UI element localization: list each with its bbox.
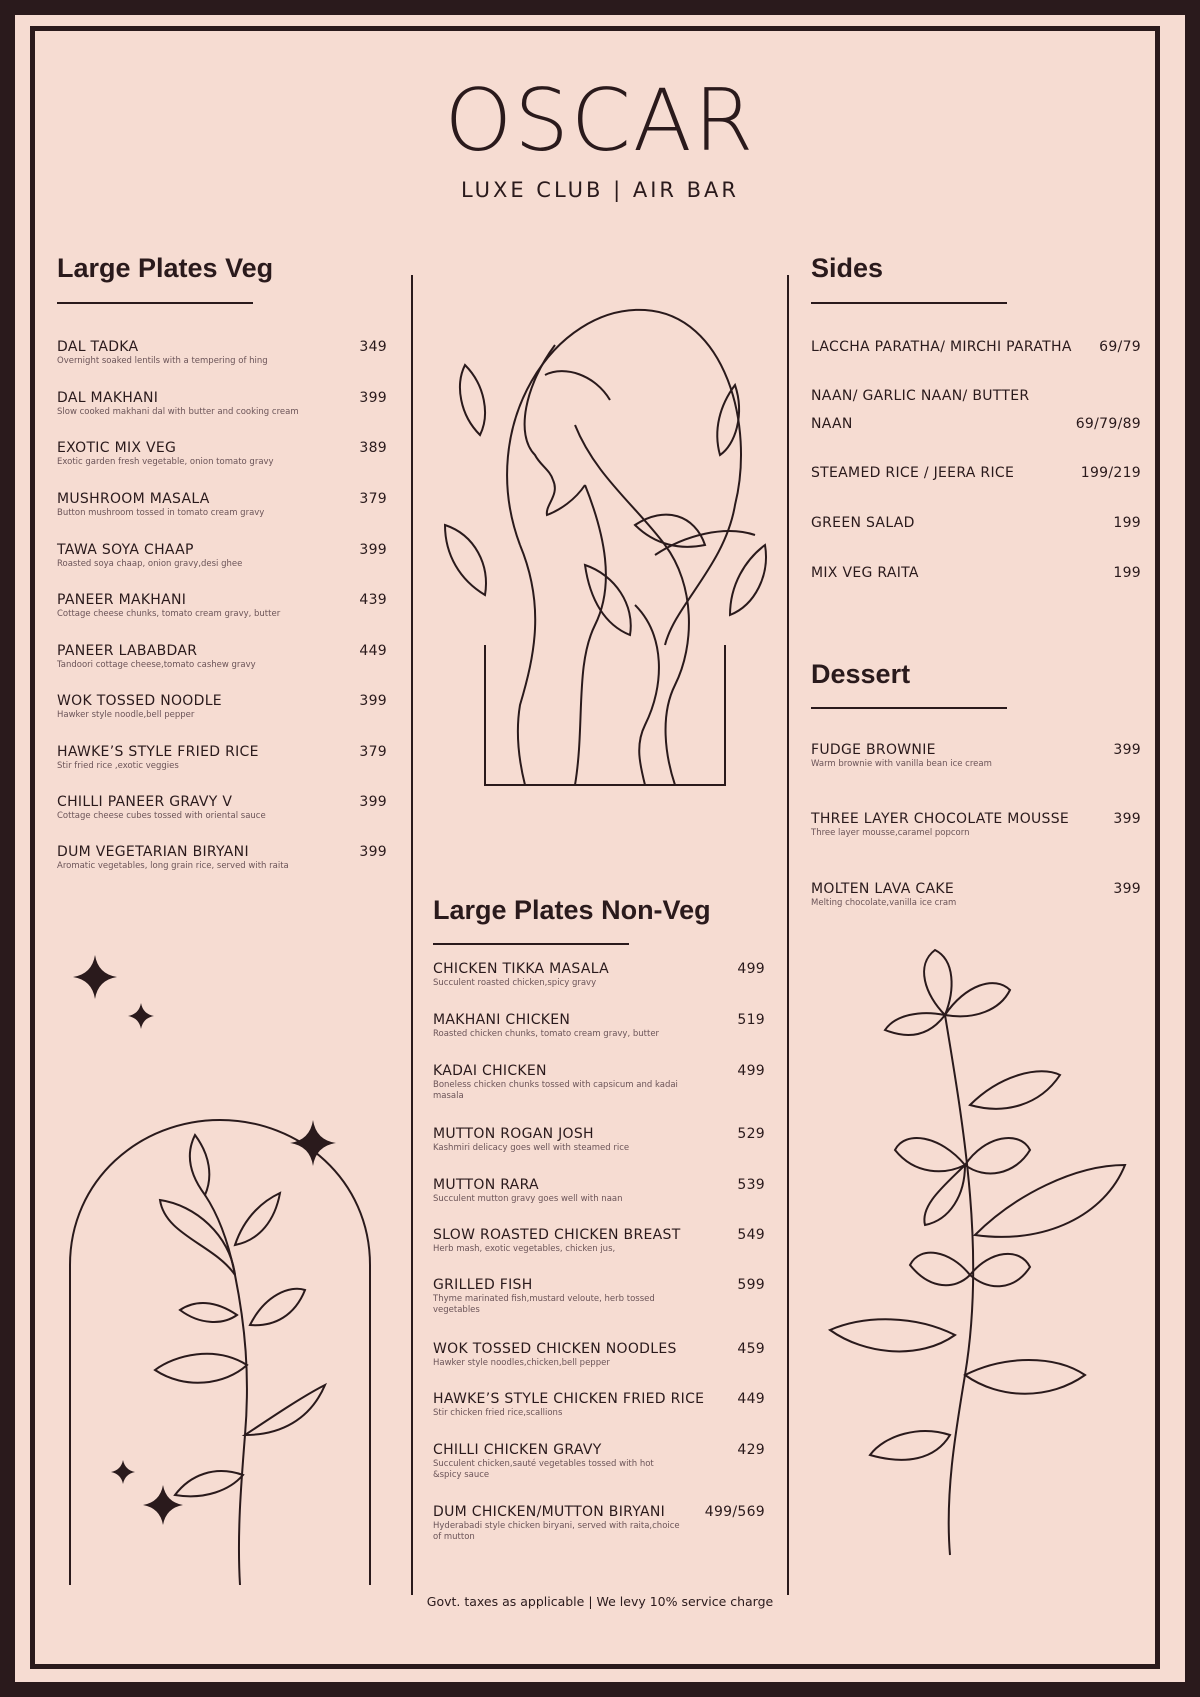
dessert-section-title: Dessert	[811, 659, 911, 689]
sides-item-row	[811, 515, 1141, 531]
woman-silhouette-illustration	[435, 305, 775, 805]
nonveg-item-row	[433, 1391, 765, 1407]
dessert-item-row	[811, 881, 1141, 897]
sides-item-name: LACCHA PARATHA/ MIRCHI PARATHA	[811, 339, 1072, 355]
sides-item	[811, 465, 1141, 481]
nonveg-item-row	[433, 961, 765, 977]
sides-item-row	[811, 565, 1141, 581]
dessert-item	[811, 881, 1141, 909]
nonveg-item-name: MUTTON RARA	[433, 1177, 539, 1193]
veg-item-row	[57, 592, 387, 608]
nonveg-item-name: WOK TOSSED CHICKEN NOODLES	[433, 1341, 677, 1357]
nonveg-item-description: Kashmiri delicacy goes well with steamed rice	[433, 1143, 630, 1153]
veg-item	[57, 794, 387, 822]
nonveg-item	[433, 1227, 765, 1255]
sides-item-row	[811, 339, 1141, 355]
nonveg-item-row	[433, 1442, 765, 1458]
dessert-item-row	[811, 742, 1141, 758]
sides-item-row	[811, 416, 1141, 432]
dessert-title-rule	[811, 707, 1007, 709]
nonveg-item	[433, 1012, 765, 1040]
veg-item	[57, 440, 387, 468]
veg-item-price: 399	[359, 390, 387, 406]
veg-item-price: 449	[359, 643, 387, 659]
nonveg-item-description: Hawker style noodles,chicken,bell pepper	[433, 1358, 610, 1368]
nonveg-item-name: SLOW ROASTED CHICKEN BREAST	[433, 1227, 681, 1243]
dessert-item-name: MOLTEN LAVA CAKE	[811, 881, 954, 897]
veg-item-row	[57, 744, 387, 760]
veg-section-title: Large Plates Veg	[57, 253, 274, 283]
nonveg-item-name: KADAI CHICKEN	[433, 1063, 547, 1079]
sides-title-rule	[811, 302, 1007, 304]
nonveg-item	[433, 1341, 765, 1369]
sides-item-price: 199	[1113, 565, 1141, 581]
nonveg-item	[433, 1391, 765, 1419]
veg-item-name: HAWKE’S STYLE FRIED RICE	[57, 744, 259, 760]
veg-item-price: 379	[359, 744, 387, 760]
dessert-item	[811, 811, 1141, 839]
dessert-item-price: 399	[1113, 742, 1141, 758]
veg-item	[57, 390, 387, 418]
veg-item-description: Roasted soya chaap, onion gravy,desi ghee	[57, 559, 243, 569]
nonveg-item-price: 549	[737, 1227, 765, 1243]
nonveg-item-name: DUM CHICKEN/MUTTON BIRYANI	[433, 1504, 666, 1520]
footer-note: Govt. taxes as applicable | We levy 10% service charge	[426, 1594, 774, 1609]
nonveg-item-name: GRILLED FISH	[433, 1277, 533, 1293]
nonveg-item-description: Thyme marinated fish,mustard veloute, herb tossed vegetables	[433, 1294, 655, 1316]
veg-item-description: Stir fried rice ,exotic veggies	[57, 761, 179, 771]
sparkle-icon	[128, 1003, 154, 1029]
veg-item-row	[57, 542, 387, 558]
dessert-item-name: FUDGE BROWNIE	[811, 742, 936, 758]
nonveg-item-price: 459	[737, 1341, 765, 1357]
sides-item-price: 69/79	[1099, 339, 1141, 355]
veg-item-row	[57, 440, 387, 456]
veg-item	[57, 744, 387, 772]
nonveg-item-description: Succulent mutton gravy goes well with naan	[433, 1194, 623, 1204]
veg-item-name: DAL MAKHANI	[57, 390, 159, 406]
sides-item-name: NAAN	[811, 416, 853, 432]
nonveg-item	[433, 1063, 765, 1103]
dessert-item-description: Melting chocolate,vanilla ice cram	[811, 898, 957, 908]
sides-item-row	[811, 465, 1141, 481]
veg-item-name: PANEER LABABDAR	[57, 643, 198, 659]
sides-item-name: STEAMED RICE / JEERA RICE	[811, 465, 1015, 481]
dessert-item-row	[811, 811, 1141, 827]
sides-item-name: GREEN SALAD	[811, 515, 915, 531]
sides-item-price: 199	[1113, 515, 1141, 531]
nonveg-item-description: Succulent chicken,sauté vegetables tossed with hot &spicy sauce	[433, 1459, 654, 1481]
veg-item-description: Aromatic vegetables, long grain rice, served with raita	[57, 861, 289, 871]
veg-item-price: 399	[359, 794, 387, 810]
dessert-item-price: 399	[1113, 881, 1141, 897]
veg-item	[57, 339, 387, 367]
dessert-item-description: Three layer mousse,caramel popcorn	[811, 828, 970, 838]
veg-item-name: DUM VEGETARIAN BIRYANI	[57, 844, 249, 860]
veg-item-name: WOK TOSSED NOODLE	[57, 693, 222, 709]
nonveg-item-row	[433, 1063, 765, 1079]
nonveg-item-row	[433, 1177, 765, 1193]
nonveg-item	[433, 1177, 765, 1205]
veg-item-description: Tandoori cottage cheese,tomato cashew gravy	[57, 660, 256, 670]
nonveg-item-row	[433, 1227, 765, 1243]
nonveg-item-row	[433, 1504, 765, 1520]
veg-item-price: 399	[359, 542, 387, 558]
veg-title-rule	[57, 302, 253, 304]
nonveg-item	[433, 961, 765, 989]
nonveg-item-price: 529	[737, 1126, 765, 1142]
veg-item-name: TAWA SOYA CHAAP	[57, 542, 194, 558]
veg-item-description: Overnight soaked lentils with a tempering of hing	[57, 356, 268, 366]
arch-flower-illustration	[65, 1115, 375, 1585]
column-divider-right	[787, 275, 789, 1595]
sides-item	[811, 388, 1141, 432]
nonveg-item-description: Boneless chicken chunks tossed with capsicum and kadai masala	[433, 1080, 678, 1102]
sparkle-icon	[73, 955, 117, 999]
veg-item-price: 399	[359, 693, 387, 709]
nonveg-item-description: Stir chicken fried rice,scallions	[433, 1408, 563, 1418]
veg-item-name: EXOTIC MIX VEG	[57, 440, 177, 456]
nonveg-item-price: 539	[737, 1177, 765, 1193]
veg-item-price: 399	[359, 844, 387, 860]
menu-page	[15, 15, 1185, 1682]
veg-item	[57, 542, 387, 570]
veg-item-name: PANEER MAKHANI	[57, 592, 187, 608]
nonveg-item-name: MUTTON ROGAN JOSH	[433, 1126, 594, 1142]
veg-item-price: 379	[359, 491, 387, 507]
dessert-item	[811, 742, 1141, 770]
veg-item-name: MUSHROOM MASALA	[57, 491, 210, 507]
veg-item	[57, 693, 387, 721]
nonveg-item	[433, 1126, 765, 1154]
flower-branch-illustration	[825, 935, 1165, 1555]
veg-item-row	[57, 491, 387, 507]
nonveg-item-name: CHILLI CHICKEN GRAVY	[433, 1442, 602, 1458]
nonveg-item-row	[433, 1012, 765, 1028]
veg-item-description: Slow cooked makhani dal with butter and cooking cream	[57, 407, 299, 417]
veg-item-description: Exotic garden fresh vegetable, onion tomato gravy	[57, 457, 274, 467]
nonveg-item-description: Hyderabadi style chicken biryani, served with raita,choice of mutton	[433, 1521, 680, 1543]
nonveg-item-row	[433, 1341, 765, 1357]
nonveg-item-description: Succulent roasted chicken,spicy gravy	[433, 978, 597, 988]
nonveg-title-rule	[433, 943, 629, 945]
veg-item-row	[57, 794, 387, 810]
veg-item-description: Cottage cheese chunks, tomato cream gravy, butter	[57, 609, 281, 619]
column-divider-left	[411, 275, 413, 1595]
sides-item-price: 199/219	[1080, 465, 1141, 481]
dessert-item-name: THREE LAYER CHOCOLATE MOUSSE	[811, 811, 1070, 827]
nonveg-item-description: Herb mash, exotic vegetables, chicken jus,	[433, 1244, 616, 1254]
veg-item-name: DAL TADKA	[57, 339, 139, 355]
veg-item-row	[57, 339, 387, 355]
veg-item-row	[57, 643, 387, 659]
nonveg-item-price: 519	[737, 1012, 765, 1028]
nonveg-section-title: Large Plates Non-Veg	[433, 895, 711, 925]
brand-header	[15, 71, 1185, 202]
nonveg-item	[433, 1442, 765, 1482]
nonveg-item-description: Roasted chicken chunks, tomato cream gravy, butter	[433, 1029, 660, 1039]
nonveg-item-price: 599	[737, 1277, 765, 1293]
nonveg-item-name: HAWKE’S STYLE CHICKEN FRIED RICE	[433, 1391, 705, 1407]
veg-item	[57, 844, 387, 872]
nonveg-item-price: 499	[737, 1063, 765, 1079]
nonveg-item	[433, 1277, 765, 1317]
veg-item-name: CHILLI PANEER GRAVY V	[57, 794, 233, 810]
nonveg-item-row	[433, 1277, 765, 1293]
brand-name: OSCAR	[444, 71, 756, 171]
dessert-item-description: Warm brownie with vanilla bean ice cream	[811, 759, 992, 769]
sides-item	[811, 565, 1141, 581]
nonveg-item-price: 499	[737, 961, 765, 977]
veg-item-price: 389	[359, 440, 387, 456]
veg-item-description: Button mushroom tossed in tomato cream gravy	[57, 508, 265, 518]
sides-item-name: NAAN/ GARLIC NAAN/ BUTTER	[811, 388, 1030, 404]
sides-item	[811, 515, 1141, 531]
veg-item-price: 439	[359, 592, 387, 608]
nonveg-item-name: CHICKEN TIKKA MASALA	[433, 961, 610, 977]
nonveg-item-price: 499/569	[704, 1504, 765, 1520]
veg-item-row	[57, 844, 387, 860]
brand-tagline: LUXE CLUB | AIR BAR	[460, 178, 740, 202]
sides-item-price: 69/79/89	[1075, 416, 1141, 432]
veg-item-row	[57, 390, 387, 406]
veg-item-row	[57, 693, 387, 709]
nonveg-item-price: 429	[737, 1442, 765, 1458]
nonveg-item-row	[433, 1126, 765, 1142]
sides-section-title: Sides	[811, 253, 884, 283]
nonveg-item-price: 449	[737, 1391, 765, 1407]
nonveg-item	[433, 1504, 765, 1544]
sides-item-name: MIX VEG RAITA	[811, 565, 919, 581]
veg-item-description: Cottage cheese cubes tossed with oriental sauce	[57, 811, 266, 821]
sides-item	[811, 339, 1141, 355]
dessert-item-price: 399	[1113, 811, 1141, 827]
nonveg-item-name: MAKHANI CHICKEN	[433, 1012, 571, 1028]
veg-item	[57, 643, 387, 671]
veg-item-description: Hawker style noodle,bell pepper	[57, 710, 195, 720]
veg-item	[57, 491, 387, 519]
veg-item	[57, 592, 387, 620]
veg-item-price: 349	[359, 339, 387, 355]
